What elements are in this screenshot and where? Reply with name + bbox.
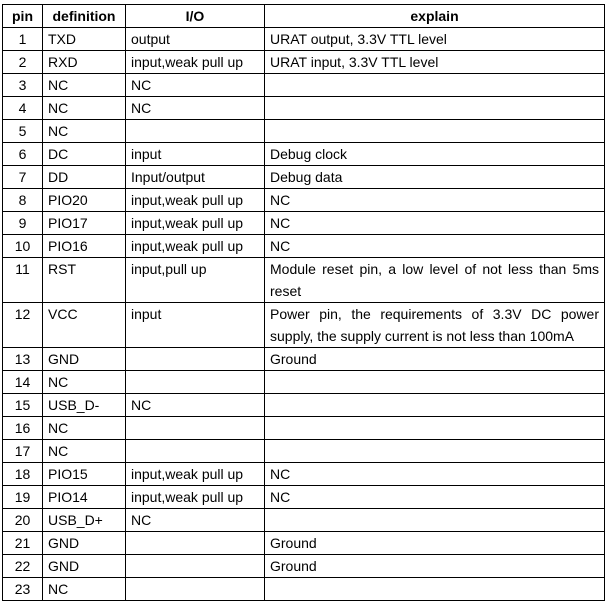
cell-explain <box>265 97 605 120</box>
table-row <box>3 463 605 486</box>
cell-io: input,weak pull up <box>126 463 265 486</box>
cell-pin: 23 <box>3 578 43 601</box>
cell-explain: Module reset pin, a low level of not less than 5ms reset <box>265 258 605 303</box>
cell-definition: TXD <box>43 28 126 51</box>
cell-io: input,weak pull up <box>126 212 265 235</box>
pin-definition-table <box>2 4 605 601</box>
table-row <box>3 74 605 97</box>
cell-pin: 8 <box>3 189 43 212</box>
cell-definition: PIO15 <box>43 463 126 486</box>
cell-explain: NC <box>265 189 605 212</box>
cell-explain <box>265 509 605 532</box>
table-row <box>3 120 605 143</box>
cell-pin: 15 <box>3 394 43 417</box>
header-row <box>3 5 605 28</box>
header-io: I/O <box>126 5 265 28</box>
cell-definition: NC <box>43 578 126 601</box>
cell-pin: 1 <box>3 28 43 51</box>
table-header <box>3 5 605 28</box>
table-row <box>3 51 605 74</box>
cell-pin: 3 <box>3 74 43 97</box>
cell-explain: Power pin, the requirements of 3.3V DC power supply, the supply current is not less than 100mA <box>265 303 605 348</box>
table-row <box>3 348 605 371</box>
cell-explain <box>265 578 605 601</box>
cell-explain: Debug clock <box>265 143 605 166</box>
cell-pin: 5 <box>3 120 43 143</box>
cell-pin: 9 <box>3 212 43 235</box>
cell-explain <box>265 371 605 394</box>
cell-pin: 20 <box>3 509 43 532</box>
cell-io: input,pull up <box>126 258 265 303</box>
cell-definition: NC <box>43 74 126 97</box>
table-row <box>3 143 605 166</box>
cell-explain: NC <box>265 486 605 509</box>
cell-pin: 4 <box>3 97 43 120</box>
header-pin: pin <box>3 5 43 28</box>
cell-io: Input/output <box>126 166 265 189</box>
table-row <box>3 532 605 555</box>
cell-explain: Ground <box>265 348 605 371</box>
cell-definition: GND <box>43 532 126 555</box>
table-body <box>3 28 605 601</box>
cell-io <box>126 532 265 555</box>
cell-io: output <box>126 28 265 51</box>
table-row <box>3 509 605 532</box>
cell-pin: 2 <box>3 51 43 74</box>
header-definition: definition <box>43 5 126 28</box>
table-row <box>3 97 605 120</box>
header-explain: explain <box>265 5 605 28</box>
cell-definition: USB_D- <box>43 394 126 417</box>
cell-explain: NC <box>265 212 605 235</box>
table-row <box>3 235 605 258</box>
cell-pin: 11 <box>3 258 43 303</box>
table-row <box>3 371 605 394</box>
cell-definition: PIO16 <box>43 235 126 258</box>
cell-definition: RST <box>43 258 126 303</box>
cell-explain <box>265 394 605 417</box>
cell-definition: GND <box>43 348 126 371</box>
cell-pin: 12 <box>3 303 43 348</box>
cell-pin: 14 <box>3 371 43 394</box>
cell-pin: 7 <box>3 166 43 189</box>
cell-explain <box>265 440 605 463</box>
cell-explain: NC <box>265 463 605 486</box>
cell-definition: VCC <box>43 303 126 348</box>
table-row <box>3 28 605 51</box>
cell-definition: PIO14 <box>43 486 126 509</box>
cell-pin: 21 <box>3 532 43 555</box>
table-row <box>3 440 605 463</box>
cell-pin: 10 <box>3 235 43 258</box>
cell-definition: GND <box>43 555 126 578</box>
cell-explain: Ground <box>265 555 605 578</box>
cell-explain: Debug data <box>265 166 605 189</box>
cell-definition: NC <box>43 371 126 394</box>
cell-explain <box>265 120 605 143</box>
table-row <box>3 578 605 601</box>
cell-explain <box>265 74 605 97</box>
cell-io <box>126 555 265 578</box>
cell-io: input <box>126 143 265 166</box>
cell-pin: 6 <box>3 143 43 166</box>
cell-pin: 19 <box>3 486 43 509</box>
cell-definition: PIO17 <box>43 212 126 235</box>
cell-pin: 16 <box>3 417 43 440</box>
cell-io: input <box>126 303 265 348</box>
cell-definition: PIO20 <box>43 189 126 212</box>
cell-explain <box>265 417 605 440</box>
cell-pin: 17 <box>3 440 43 463</box>
table-row <box>3 189 605 212</box>
cell-io: NC <box>126 394 265 417</box>
cell-io <box>126 348 265 371</box>
cell-pin: 22 <box>3 555 43 578</box>
cell-io <box>126 578 265 601</box>
table-row <box>3 212 605 235</box>
cell-definition: NC <box>43 440 126 463</box>
cell-pin: 18 <box>3 463 43 486</box>
cell-io <box>126 371 265 394</box>
table-row <box>3 417 605 440</box>
cell-io: NC <box>126 74 265 97</box>
cell-definition: DC <box>43 143 126 166</box>
cell-pin: 13 <box>3 348 43 371</box>
table-row <box>3 303 605 348</box>
cell-definition: NC <box>43 417 126 440</box>
table-row <box>3 394 605 417</box>
cell-io: input,weak pull up <box>126 486 265 509</box>
cell-definition: USB_D+ <box>43 509 126 532</box>
table-row <box>3 486 605 509</box>
cell-io: input,weak pull up <box>126 235 265 258</box>
cell-definition: NC <box>43 97 126 120</box>
cell-definition: RXD <box>43 51 126 74</box>
cell-explain: Ground <box>265 532 605 555</box>
cell-io <box>126 440 265 463</box>
cell-definition: DD <box>43 166 126 189</box>
cell-io: NC <box>126 509 265 532</box>
cell-io: input,weak pull up <box>126 51 265 74</box>
cell-definition: NC <box>43 120 126 143</box>
table-row <box>3 258 605 303</box>
cell-io <box>126 120 265 143</box>
cell-io: input,weak pull up <box>126 189 265 212</box>
cell-io: NC <box>126 97 265 120</box>
cell-io <box>126 417 265 440</box>
cell-explain: URAT output, 3.3V TTL level <box>265 28 605 51</box>
table-row <box>3 555 605 578</box>
cell-explain: NC <box>265 235 605 258</box>
cell-explain: URAT input, 3.3V TTL level <box>265 51 605 74</box>
table-row <box>3 166 605 189</box>
